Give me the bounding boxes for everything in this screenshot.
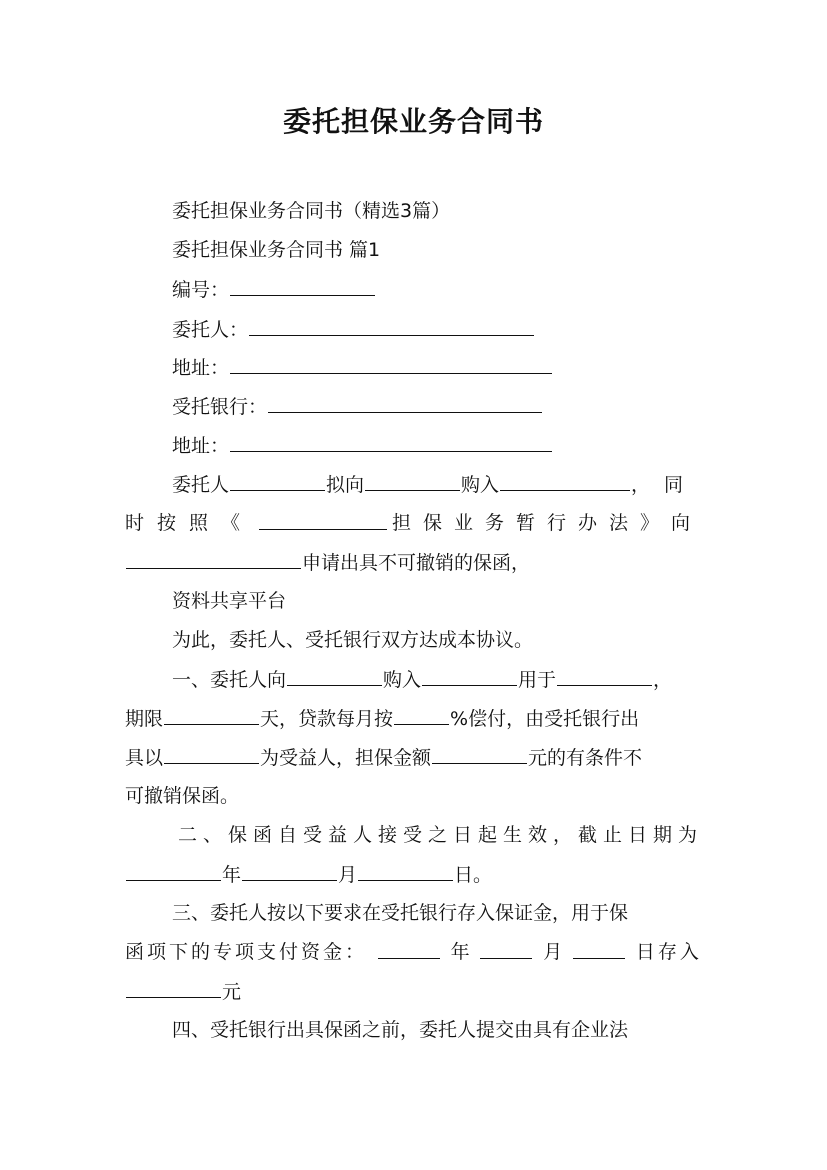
text-segment: ，同	[631, 474, 698, 496]
bank-label: 受托银行：	[172, 396, 268, 418]
text-segment: 日存入	[635, 941, 702, 963]
text-segment: ，	[653, 669, 673, 691]
text-segment: 时按照《	[125, 512, 254, 534]
text-segment: 担保业务暂行办法》向	[391, 512, 702, 534]
blank	[287, 660, 382, 686]
subtitle: 委托担保业务合同书（精选3篇）	[172, 200, 451, 222]
text-segment: 购入	[461, 474, 500, 496]
clause-3-line-1: 三、委托人按以下要求在受托银行存入保证金，用于保	[172, 902, 629, 924]
text-segment: 天，贷款每月按	[260, 708, 394, 730]
text-segment: 购入	[383, 669, 422, 691]
platform-note: 资料共享平台	[172, 590, 287, 612]
address-field-1	[125, 348, 749, 386]
text-segment: 月	[543, 941, 563, 963]
chapter-heading: 委托担保业务合同书 篇1	[172, 239, 381, 261]
address-field-2	[125, 426, 749, 464]
address-blank-2	[230, 426, 552, 452]
text-segment: 二、保函自受益人接受之日起生效，截止日期为	[178, 824, 704, 846]
text-segment: 拟向	[326, 474, 365, 496]
blank	[126, 972, 221, 998]
text-segment: 函项下的专项支付资金：	[125, 941, 368, 963]
blank	[126, 855, 221, 881]
text-segment: 期限	[125, 708, 164, 730]
text-segment: 年	[450, 941, 470, 963]
paragraph-intro-line-1	[125, 465, 749, 503]
blank	[422, 660, 517, 686]
text-segment: 月	[338, 864, 358, 886]
clause-1-line-3	[125, 738, 702, 776]
clause-2-line-2	[125, 855, 702, 893]
blank	[378, 946, 440, 959]
client-field	[125, 310, 749, 348]
client-label: 委托人：	[172, 319, 249, 341]
text-segment: 具以	[125, 747, 164, 769]
number-blank	[230, 270, 375, 296]
address-label-1: 地址：	[172, 357, 230, 379]
clause-1-line-1	[125, 660, 749, 698]
agreement-line: 为此，委托人、受托银行双方达成本协议。	[172, 629, 534, 651]
clause-3-line-3	[125, 972, 702, 1010]
text-segment: 元	[222, 981, 242, 1003]
text-segment: 委托人	[172, 474, 230, 496]
text-segment: %偿付，由受托银行出	[450, 708, 640, 730]
text-segment: 申请出具不可撤销的保函，	[302, 552, 531, 574]
number-field	[125, 270, 749, 308]
blank	[164, 699, 259, 725]
text-segment: 一、委托人向	[172, 669, 287, 691]
blank	[480, 946, 532, 959]
paragraph-intro-line-2	[125, 504, 702, 542]
blank	[358, 855, 453, 881]
blank	[500, 465, 630, 491]
clause-1-line-2	[125, 699, 702, 737]
blank	[432, 738, 527, 764]
text-segment: 用于	[518, 669, 557, 691]
text-segment: 年	[222, 864, 242, 886]
blank	[573, 946, 625, 959]
bank-field	[125, 387, 749, 425]
blank	[557, 660, 652, 686]
clause-2-line-1	[125, 816, 702, 854]
text-segment: 日。	[454, 864, 493, 886]
document-title: 委托担保业务合同书	[282, 105, 544, 138]
number-label: 编号：	[172, 279, 230, 301]
address-label-2: 地址：	[172, 435, 230, 457]
text-segment: 元的有条件不	[528, 747, 643, 769]
blank	[242, 855, 337, 881]
blank	[365, 465, 460, 491]
address-blank-1	[230, 348, 552, 374]
blank	[394, 699, 449, 725]
blank	[126, 543, 301, 569]
clause-3-line-2	[125, 933, 702, 971]
clause-4-line-1: 四、受托银行出具保函之前，委托人提交由具有企业法	[172, 1019, 629, 1041]
blank	[164, 738, 259, 764]
text-segment: 为受益人，担保金额	[260, 747, 432, 769]
bank-blank	[268, 387, 542, 413]
paragraph-intro-line-3	[125, 543, 702, 581]
blank	[230, 465, 325, 491]
blank	[259, 517, 387, 530]
client-blank	[249, 310, 534, 336]
clause-1-line-4: 可撤销保函。	[125, 785, 240, 807]
